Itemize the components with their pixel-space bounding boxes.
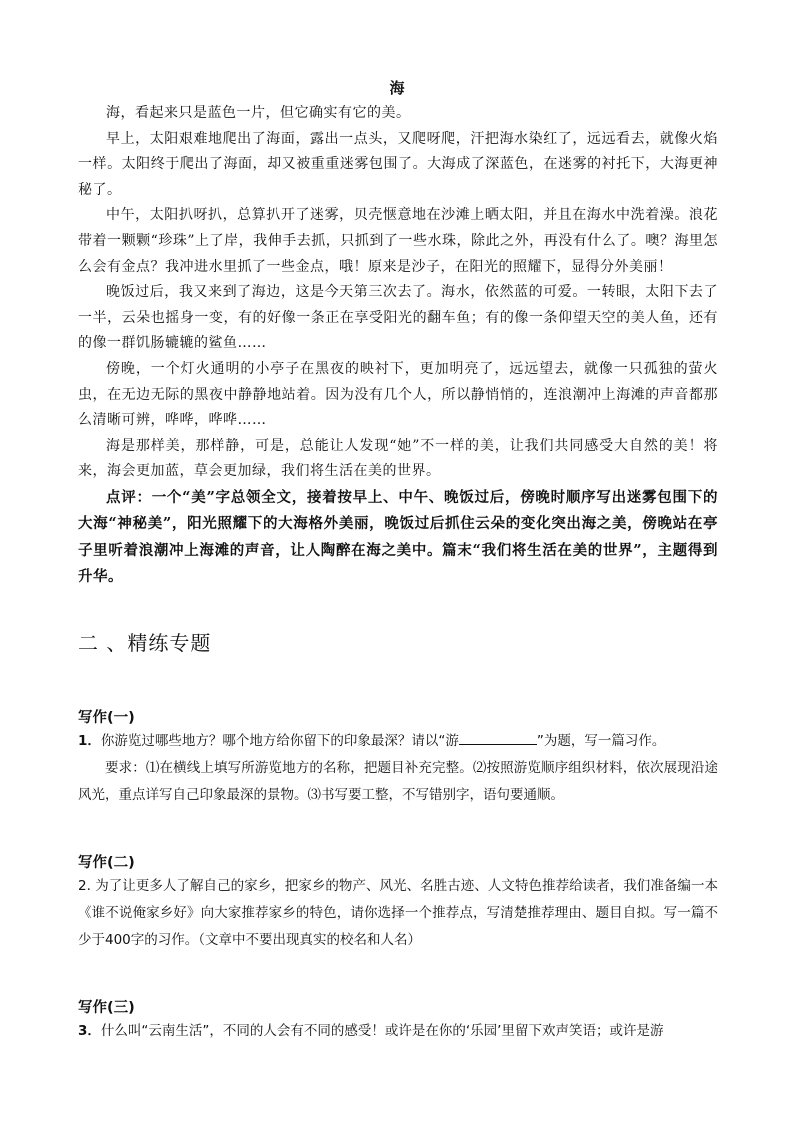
writing-task-1 bbox=[78, 708, 718, 809]
task-heading: 写作(三) bbox=[78, 1000, 135, 1016]
task-prompt bbox=[78, 1018, 718, 1045]
task-prompt-before-blank: 你游览过哪些地方？哪个地方给你留下的印象最深？请以“游 bbox=[100, 733, 459, 749]
essay-comment: 点评：一个“美”字总领全文，接着按早上、中午、晚饭过后，傍晚时顺序写出迷雾包围下的大海“神秘美”，阳光照耀下的大海格外美丽，晚饭过后抓住云朵的变化突出海之美，傍晚站在亭子里听着浪潮冲上海滩的声音，让人陶醉在海之美中。篇末“我们将生活在美的世界”，主题得到升华。 bbox=[78, 488, 718, 586]
essay-body bbox=[78, 101, 718, 591]
task-prompt-after-blank: ”为题，写一篇习作。 bbox=[536, 733, 666, 749]
task-prompt bbox=[78, 873, 718, 954]
task-heading: 写作(二) bbox=[78, 855, 135, 871]
fill-in-blank bbox=[459, 731, 537, 745]
task-requirement: 要求：⑴在横线上填写所游览地方的名称，把题目补充完整。⑵按照游览顺序组织材料，依次展现沿途风光，重点详写自己印象最深的景物。⑶书写要工整，不写错别字，语句要通顺。 bbox=[78, 760, 718, 803]
writing-task-2 bbox=[78, 853, 718, 954]
writing-task-3 bbox=[78, 998, 718, 1045]
task-text: 为了让更多人了解自己的家乡，把家乡的物产、风光、名胜古迹、人文特色推荐给读者，我们准备编一本《谁不说俺家乡好》向大家推荐家乡的特色，请你选择一个推荐点，写清楚推荐理由、题目自拟。写一篇不少于400字的习作。（文章中不要出现真实的校名和人名） bbox=[78, 878, 719, 948]
task-prompt bbox=[78, 728, 718, 755]
essay-paragraph: 晚饭过后，我又来到了海边，这是今天第三次去了。海水，依然蓝的可爱。一转眼，太阳下去了一半，云朵也摇身一变，有的好像一条正在享受阳光的翻车鱼；有的像一条仰望天空的美人鱼，还有的像一群饥肠辘辘的鲨鱼…… bbox=[78, 284, 718, 352]
task-heading: 写作(一) bbox=[78, 710, 135, 726]
task-number: 2. bbox=[78, 878, 96, 894]
task-number: 1． bbox=[78, 733, 101, 749]
section-heading: 二 、精练专题 bbox=[78, 631, 212, 655]
task-number: 3． bbox=[78, 1023, 101, 1039]
task-text: 什么叫“云南生活”，不同的人会有不同的感受！或许是在你的‘乐园’里留下欢声笑语；或许是游 bbox=[100, 1023, 664, 1039]
essay-title: 海 bbox=[389, 79, 405, 97]
essay-paragraph: 海是那样美，那样静，可是，总能让人发现“她”不一样的美，让我们共同感受大自然的美！将来，海会更加蓝，草会更加绿，我们将生活在美的世界。 bbox=[78, 437, 718, 480]
essay-paragraph: 早上，太阳艰难地爬出了海面，露出一点头，又爬呀爬，汗把海水染红了，远远看去，就像火焰一样。太阳终于爬出了海面，却又被重重迷雾包围了。大海成了深蓝色，在迷雾的衬托下，大海更神秘了。 bbox=[78, 130, 718, 198]
essay-paragraph: 傍晚，一个灯火通明的小亭子在黑夜的映衬下，更加明亮了，远远望去，就像一只孤独的萤火虫，在无边无际的黑夜中静静地站着。因为没有几个人，所以静悄悄的，连浪潮冲上海滩的声音都那么清晰可辨，哗哗，哗哗…… bbox=[78, 360, 718, 429]
essay-paragraph: 中午，太阳扒呀扒，总算扒开了迷雾，贝壳惬意地在沙滩上晒太阳，并且在海水中洗着澡。浪花带着一颗颗“珍珠”上了岸，我伸手去抓，只抓到了一些水珠，除此之外，再没有什么了。噢？海里怎么会有金点？我冲进水里抓了一些金点，哦！原来是沙子，在阳光的照耀下，显得分外美丽！ bbox=[78, 207, 718, 275]
essay-paragraph: 海，看起来只是蓝色一片，但它确实有它的美。 bbox=[106, 105, 411, 121]
